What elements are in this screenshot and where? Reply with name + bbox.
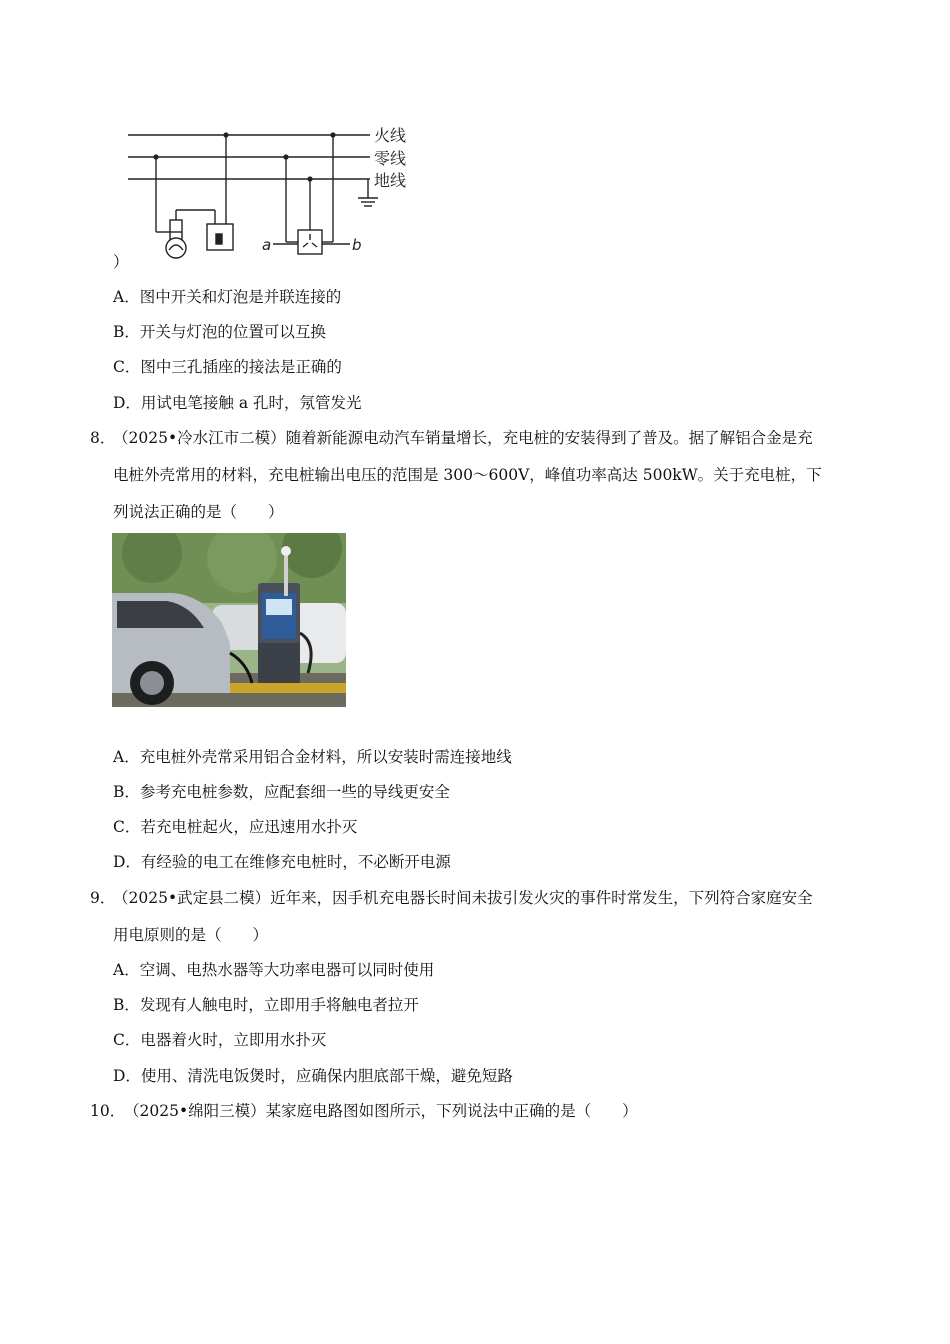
q8-option-d: D．有经验的电工在维修充电桩时，不必断开电源 bbox=[113, 853, 451, 871]
circuit-diagram bbox=[120, 122, 420, 272]
q9-option-c: C．电器着火时，立即用水扑灭 bbox=[113, 1031, 327, 1049]
q7-option-d: D．用试电笔接触 a 孔时，氖管发光 bbox=[113, 394, 362, 412]
q9-option-b: B．发现有人触电时，立即用手将触电者拉开 bbox=[113, 996, 419, 1014]
ground-wire-label: 地线 bbox=[374, 171, 407, 190]
socket-b-label: b bbox=[352, 236, 362, 254]
q8-option-a: A．充电桩外壳常采用铝合金材料，所以安装时需连接地线 bbox=[113, 748, 512, 766]
q8-line-3: 列说法正确的是（ ） bbox=[113, 503, 284, 521]
q9-line-1: （2025•武定县二模）近年来，因手机充电器长时间未拔引发火灾的事件时常发生，下列符合家庭安全 bbox=[113, 889, 813, 907]
q9-number: 9． bbox=[90, 889, 116, 907]
q8-option-b: B．参考充电桩参数，应配套细一些的导线更安全 bbox=[113, 783, 450, 801]
socket-a-label: a bbox=[262, 236, 272, 254]
q10-number: 10． bbox=[90, 1102, 126, 1120]
q8-number: 8． bbox=[90, 429, 116, 447]
q7-option-c: C．图中三孔插座的接法是正确的 bbox=[113, 358, 342, 376]
q8-option-c: C．若充电桩起火，应迅速用水扑灭 bbox=[113, 818, 358, 836]
q7-paren-close: ） bbox=[113, 253, 129, 271]
q7-option-a: A．图中开关和灯泡是并联连接的 bbox=[113, 288, 342, 306]
q10-line: （2025•绵阳三模）某家庭电路图如图所示，下列说法中正确的是（ ） bbox=[124, 1102, 638, 1120]
live-wire-label: 火线 bbox=[374, 126, 407, 145]
charging-station-photo bbox=[112, 533, 346, 707]
q7-option-b: B．开关与灯泡的位置可以互换 bbox=[113, 323, 326, 341]
q9-option-d: D．使用、清洗电饭煲时，应确保内胆底部干燥，避免短路 bbox=[113, 1067, 513, 1085]
q9-option-a: A．空调、电热水器等大功率电器可以同时使用 bbox=[113, 961, 435, 979]
neutral-wire-label: 零线 bbox=[374, 149, 407, 168]
q8-line-2: 电桩外壳常用的材料，充电桩输出电压的范围是 300～600V，峰值功率高达 500kW。关于充电桩，下 bbox=[113, 466, 822, 484]
q9-line-2: 用电原则的是（ ） bbox=[113, 926, 269, 944]
q8-line-1: （2025•冷水江市二模）随着新能源电动汽车销量增长，充电桩的安装得到了普及。据了解铝合金是充 bbox=[113, 429, 813, 447]
